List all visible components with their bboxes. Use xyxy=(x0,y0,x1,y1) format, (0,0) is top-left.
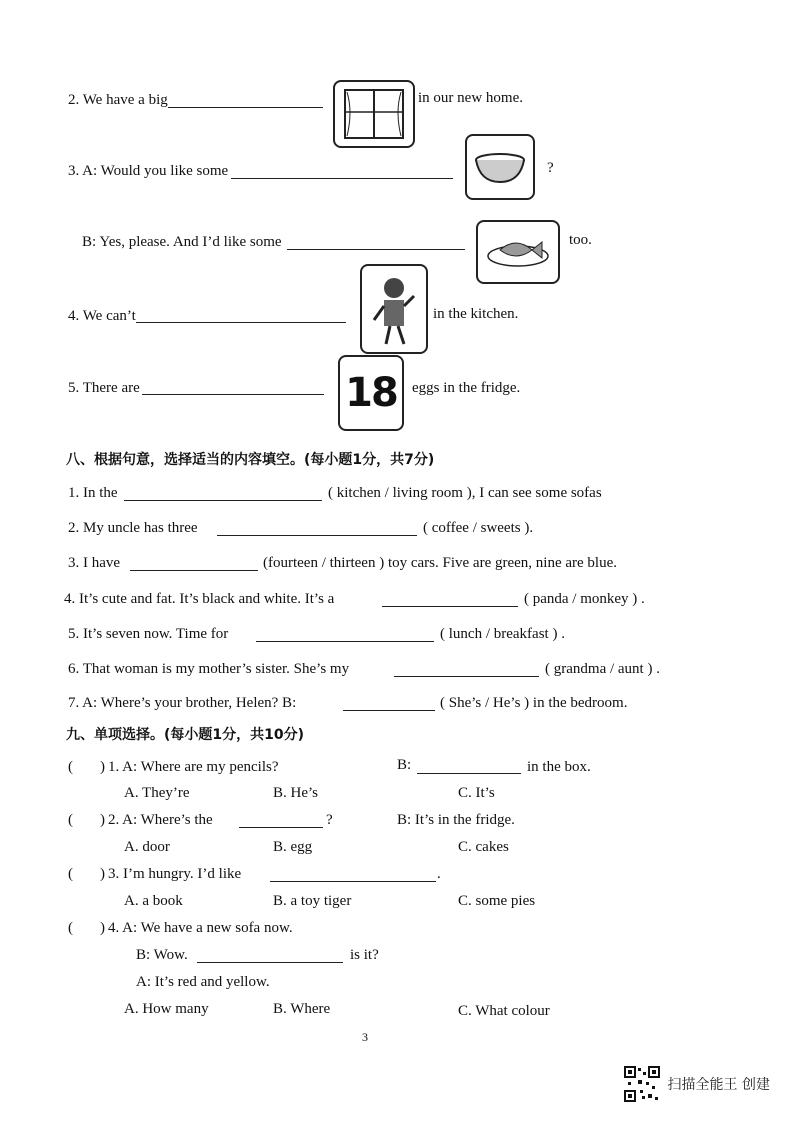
q9-4-option-b[interactable]: B. Where xyxy=(273,1001,331,1017)
q9-3-option-a[interactable]: A. a book xyxy=(124,893,183,909)
q8-3-pre: 3. I have xyxy=(68,555,121,571)
section9-title: 九、单项选择。(每小题1分，共10分) xyxy=(66,727,305,743)
q8-1-post: ( kitchen / living room ), I can see some sofas xyxy=(328,485,602,501)
q9-2-stem: 2. A: Where’s the xyxy=(108,812,213,828)
q7-2-pre: 2. We have a big xyxy=(68,92,168,108)
q9-1-blank[interactable] xyxy=(417,773,521,774)
number-eighteen: 18 xyxy=(345,370,397,416)
q8-2-post: ( coffee / sweets ). xyxy=(423,520,534,536)
q9-3-option-b[interactable]: B. a toy tiger xyxy=(273,893,352,909)
q9-4-b-pre: B: Wow. xyxy=(136,947,188,963)
q7-4-pre: 4. We can’t xyxy=(68,308,136,324)
boy-picture xyxy=(360,264,428,354)
q8-4-post: ( panda / monkey ) . xyxy=(524,591,645,607)
scanner-watermark xyxy=(624,1066,770,1102)
q9-2-b-text: B: It’s in the fridge. xyxy=(397,812,515,828)
q7-3a-blank[interactable] xyxy=(231,178,453,179)
fish-picture xyxy=(476,220,560,284)
q7-4-post: in the kitchen. xyxy=(433,306,519,322)
q9-4-option-c[interactable]: C. What colour xyxy=(458,1003,550,1019)
q7-3b-pre: B: Yes, please. And I’d like some xyxy=(82,234,282,250)
q7-3a-post: ? xyxy=(547,160,554,176)
q7-2-blank[interactable] xyxy=(168,107,323,108)
q9-2-paren-close: ) xyxy=(100,812,105,828)
q9-4-a-line: A: It’s red and yellow. xyxy=(136,974,270,990)
q7-5-post: eggs in the fridge. xyxy=(412,380,521,396)
q9-2-option-a[interactable]: A. door xyxy=(124,839,170,855)
q8-4-pre: 4. It’s cute and fat. It’s black and white. It’s a xyxy=(64,591,335,607)
q8-1-blank[interactable] xyxy=(124,500,322,501)
q9-3-stem-post: . xyxy=(437,866,441,882)
window-picture xyxy=(333,80,415,148)
q9-4-stem: 4. A: We have a new sofa now. xyxy=(108,920,293,936)
q9-4-option-a[interactable]: A. How many xyxy=(124,1001,209,1017)
q8-6-post: ( grandma / aunt ) . xyxy=(545,661,660,677)
q8-6-blank[interactable] xyxy=(394,676,539,677)
q9-3-option-c[interactable]: C. some pies xyxy=(458,893,536,909)
q8-7-post: ( She’s / He’s ) in the bedroom. xyxy=(440,695,628,711)
q8-5-pre: 5. It’s seven now. Time for xyxy=(68,626,229,642)
q7-2-post: in our new home. xyxy=(418,90,523,106)
q9-2-blank[interactable] xyxy=(239,827,323,828)
q7-3b-blank[interactable] xyxy=(287,249,465,250)
q9-4-paren-open: ( xyxy=(68,920,73,936)
number-picture xyxy=(338,355,404,431)
q9-1-option-b[interactable]: B. He’s xyxy=(273,785,318,801)
q8-2-pre: 2. My uncle has three xyxy=(68,520,198,536)
q8-6-pre: 6. That woman is my mother’s sister. She’s my xyxy=(68,661,350,677)
section8-title: 八、根据句意，选择适当的内容填空。(每小题1分，共7分) xyxy=(66,452,435,468)
q8-5-blank[interactable] xyxy=(256,641,434,642)
q9-1-option-c[interactable]: C. It’s xyxy=(458,785,495,801)
q9-2-stem-post: ? xyxy=(326,812,333,828)
q9-1-paren-close: ) xyxy=(100,759,105,775)
q7-4-blank[interactable] xyxy=(136,322,346,323)
footer-brand: 扫描全能王 创建 xyxy=(667,1077,770,1093)
q9-3-paren-open: ( xyxy=(68,866,73,882)
q7-5-blank[interactable] xyxy=(142,394,324,395)
q9-4-blank[interactable] xyxy=(197,962,343,963)
q9-3-blank[interactable] xyxy=(270,881,436,882)
q9-1-paren-open: ( xyxy=(68,759,73,775)
q9-4-paren-close: ) xyxy=(100,920,105,936)
q9-1-option-a[interactable]: A. They’re xyxy=(124,785,190,801)
q9-2-paren-open: ( xyxy=(68,812,73,828)
q8-4-blank[interactable] xyxy=(382,606,518,607)
qr-code-icon xyxy=(624,1066,660,1102)
q7-3b-post: too. xyxy=(569,232,592,248)
bowl-picture xyxy=(465,134,535,200)
q9-1-b-post: in the box. xyxy=(527,759,591,775)
q8-1-pre: 1. In the xyxy=(68,485,118,501)
q7-3a-pre: 3. A: Would you like some xyxy=(68,163,229,179)
q7-5-pre: 5. There are xyxy=(68,380,140,396)
q9-2-option-b[interactable]: B. egg xyxy=(273,839,313,855)
q8-3-blank[interactable] xyxy=(130,570,258,571)
q8-3-post: (fourteen / thirteen ) toy cars. Five are green, nine are blue. xyxy=(263,555,618,571)
q8-7-pre: 7. A: Where’s your brother, Helen? B: xyxy=(68,695,297,711)
q9-1-stem: 1. A: Where are my pencils? xyxy=(108,759,279,775)
q9-2-option-c[interactable]: C. cakes xyxy=(458,839,509,855)
page-number: 3 xyxy=(362,1030,368,1044)
q9-3-stem: 3. I’m hungry. I’d like xyxy=(108,866,242,882)
q8-7-blank[interactable] xyxy=(343,710,435,711)
q9-4-b-post: is it? xyxy=(350,947,379,963)
q8-5-post: ( lunch / breakfast ) . xyxy=(440,626,565,642)
q9-1-b-pre: B: xyxy=(397,757,412,773)
q9-3-paren-close: ) xyxy=(100,866,105,882)
q8-2-blank[interactable] xyxy=(217,535,417,536)
